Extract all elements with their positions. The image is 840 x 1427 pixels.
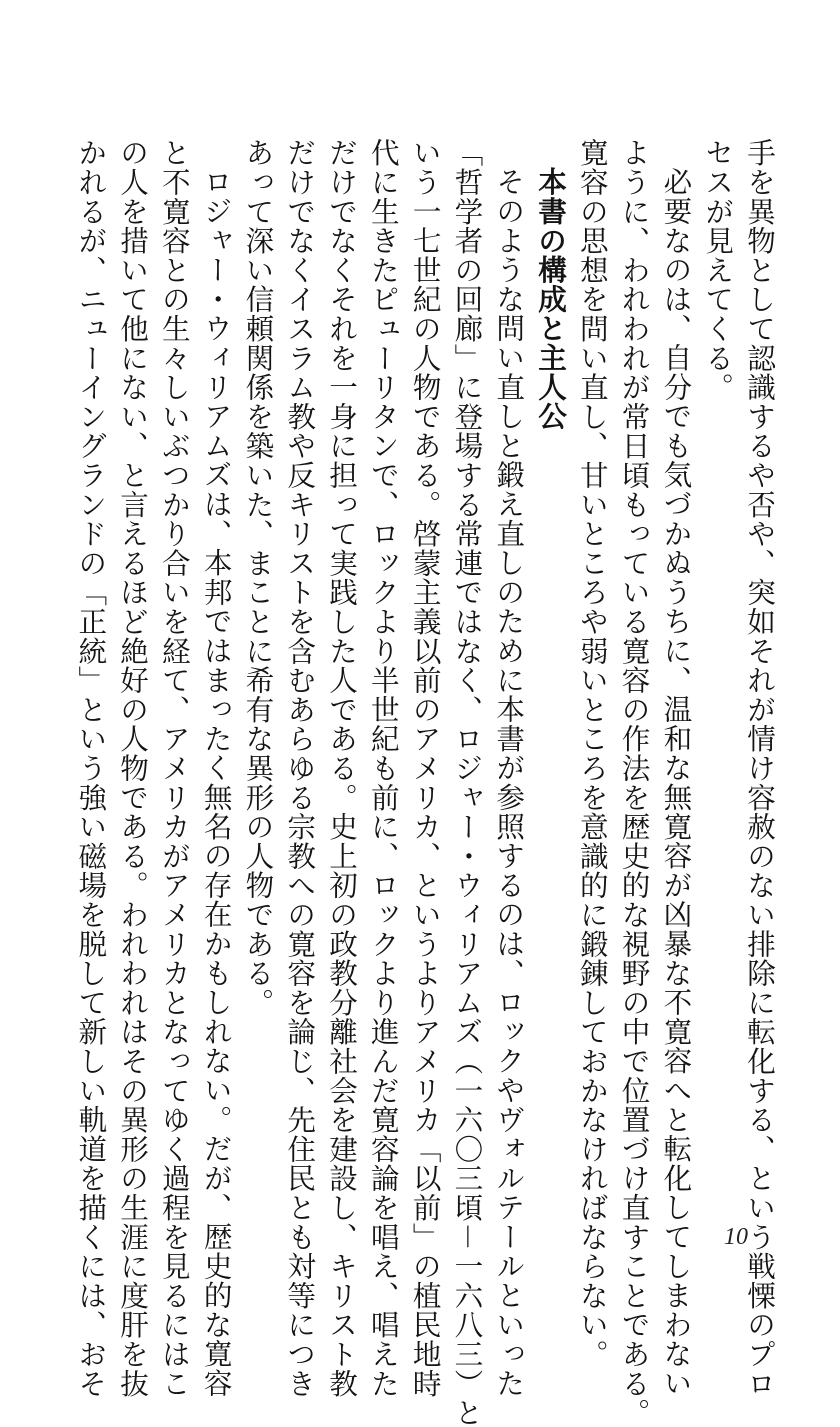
text-line: 必要なのは、自分でも気づかぬうちに、温和な無寛容が凶暴な不寛容へと転化してしまわない: [659, 166, 694, 1398]
text-line: ロジャー・ウィリアムズは、本邦ではまったく無名の存在かもしれない。だが、歴史的な寛容: [199, 166, 234, 1398]
text-line: ように、われわれが常日頃もっている寛容の作法を歴史的な視野の中で位置づけ直すことである。: [617, 138, 652, 1427]
text-line: いう一七世紀の人物である。啓蒙主義以前のアメリカ、というよりアメリカ「以前」の植民地時: [408, 138, 443, 1398]
section-heading: [529, 138, 571, 1198]
text-line: 寛容の思想を問い直し、甘いところや弱いところを意識的に鍛錬しておかなければならない。: [575, 138, 610, 1369]
paragraph-roger-williams: [69, 138, 236, 1398]
text-line: 代に生きたピューリタンで、ロックより半世紀も前に、ロックより進んだ寛容論を唱え、唱えた: [366, 138, 401, 1398]
text-line: 手を異物として認識するや否や、突如それが情け容赦のない排除に転化する、という戦慄のプロ: [743, 138, 777, 1398]
text-line: そのような問い直しと鍛え直しのために本書が参照するのは、ロックやヴォルテールといった: [492, 166, 527, 1398]
text-line: あって深い信頼関係を築いた、まことに希有な異形の人物である。: [241, 138, 276, 1017]
text-line: 「哲学者の回廊」に登場する常連ではなく、ロジャー・ウィリアムズ（一六〇三頃－一六八三）と: [450, 138, 485, 1427]
text-line: セスが見えてくる。: [701, 138, 736, 402]
text-line: だけでなくイスラム教や反キリストを含むあらゆる宗教への寛容を論じ、先住民とも対等につき: [283, 138, 318, 1398]
text-line: の人を措いて他にない、と言えるほど絶好の人物である。われわれはその異形の生涯に度肝を抜: [116, 138, 151, 1398]
page-number: 10: [724, 1224, 748, 1250]
text-line: だけでなくそれを一身に担って実践した人である。史上初の政教分離社会を建設し、キリスト教: [325, 138, 360, 1398]
paragraph-necessity: [571, 138, 696, 1427]
paragraph-reference: [237, 138, 530, 1427]
text-line: かれるが、ニューイングランドの「正統」という強い磁場を脱して新しい軌道を描くには、おそ: [74, 138, 109, 1398]
text-line: と不寛容との生々しいぶつかり合いを経て、アメリカがアメリカとなってゆく過程を見るにはこ: [157, 138, 192, 1398]
section-heading-text: 本書の構成と主人公: [534, 166, 569, 431]
